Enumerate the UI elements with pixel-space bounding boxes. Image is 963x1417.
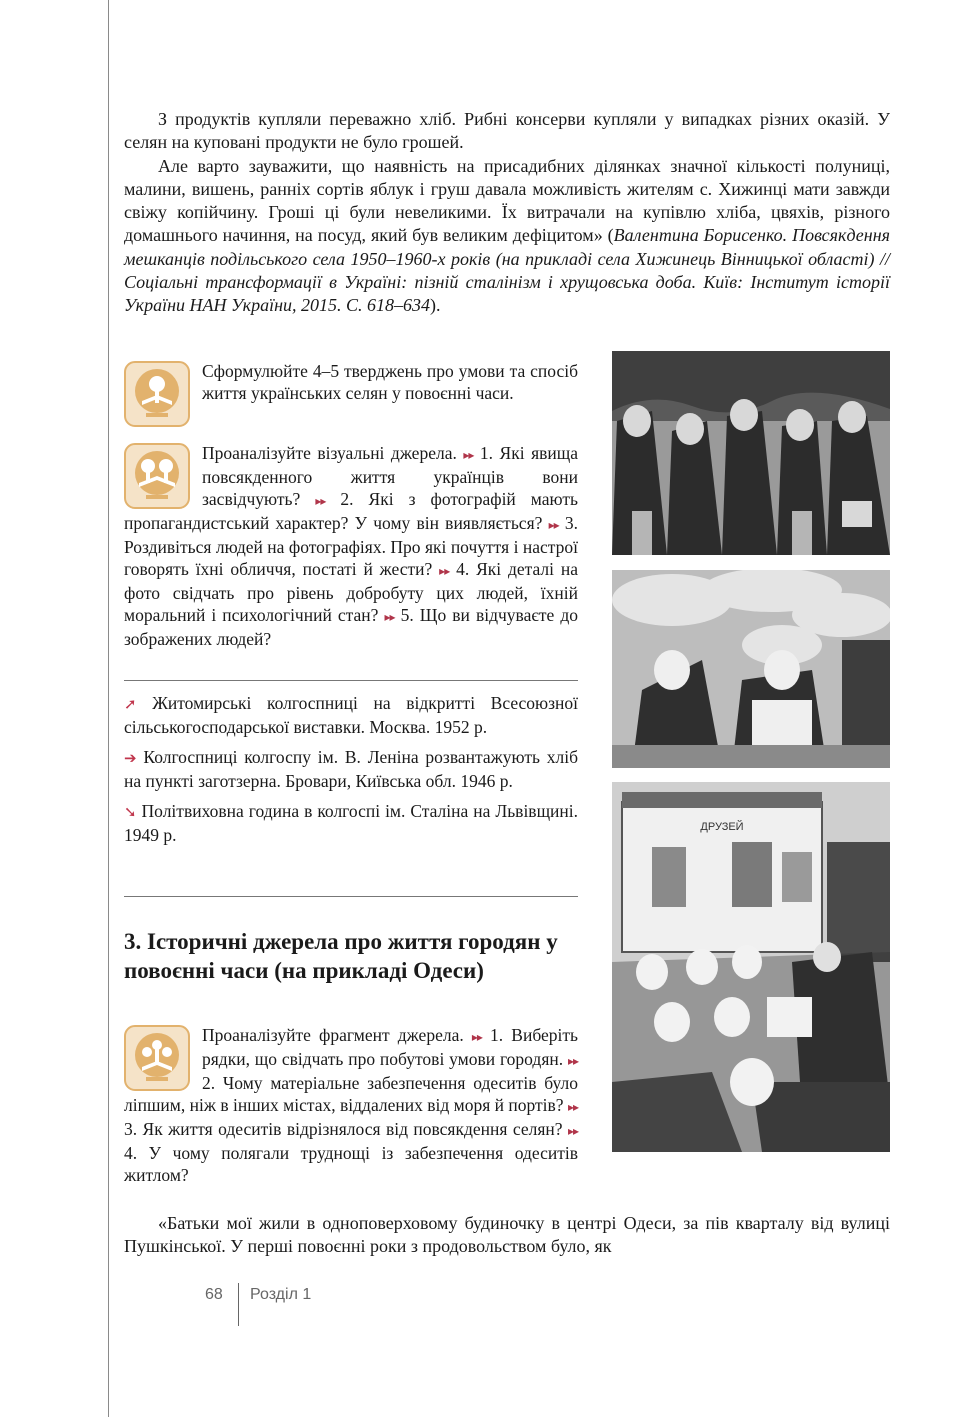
- task-formulate-text: Сформулюйте 4–5 тверджень про умови та спосіб життя українських селян у повоєнні часи.: [202, 361, 578, 403]
- caption-1: ➚ Житомирські колгоспниці на відкритті Всесоюзної сільськогосподарської виставки. Москва. 1952 р.: [124, 693, 579, 737]
- photo-kolkhoz-women-exhibition: [612, 351, 890, 555]
- question-arrow-icon: ▸▸: [567, 1124, 578, 1138]
- source-tree-icon: [124, 1025, 190, 1091]
- two-trees-icon: [124, 443, 190, 509]
- arrow-down-right-icon: ➘: [124, 803, 137, 821]
- photo-captions: [124, 692, 578, 854]
- intro-paragraph-1: З продуктів купляли переважно хліб. Рибні консерви купляли у випадках різних оказій. У селян на куповані продукти не було грошей.: [124, 109, 890, 153]
- section-title: 3. Історичні джерела про життя городян у повоєнні часи (на прикладі Одеси): [124, 929, 558, 983]
- task-visual-sources: Проаналізуйте візуальні джерела. ▸▸ 1. Які явища повсякденного життя українців вони засвідчують? ▸▸ 2. Які з фотографій мають пропагандистський характер? У чому він виявляється? ▸▸ 3. Роздивіться людей на фотографіях. Про які почуття і настрої говорять їхні обличчя, постаті й жести? ▸▸ 4. Які деталі на фото свідчать про рівень добробуту цих людей, їхній моральний і психологічний стан? ▸▸ 5. Що ви відчуваєте до зображених людей?: [124, 443, 579, 649]
- photo-signboard-text: ДРУЗЕЙ: [700, 821, 744, 833]
- footer-divider: [238, 1283, 239, 1326]
- arrow-up-right-icon: ➚: [124, 695, 137, 713]
- question-arrow-icon: ▸▸: [567, 1100, 579, 1114]
- left-margin-rule: [108, 0, 109, 1417]
- caption-top-rule: [124, 680, 578, 681]
- caption-bottom-rule: [124, 896, 578, 897]
- page-footer: [205, 1286, 312, 1304]
- task-analyze-fragment: Проаналізуйте фрагмент джерела. ▸▸ 1. Виберіть рядки, що свідчать про побутові умови городян. ▸▸ 2. Чому матеріальне забезпечення одеситів було ліпшим, ніж в інших містах, віддалених від моря й портів? ▸▸ 3. Як життя одеситів відрізнялося від повсякдення селян? ▸▸ 4. У чому полягали труднощі із забезпечення одеситів житлом?: [124, 1025, 579, 1185]
- question-arrow-icon: ▸▸: [567, 1054, 579, 1068]
- intro-text: [124, 108, 890, 318]
- photo-unloading-grain: [612, 570, 890, 768]
- question-arrow-icon: ▸▸: [471, 1030, 482, 1044]
- page-number: 68: [205, 1286, 223, 1303]
- task-formulate: [124, 360, 578, 429]
- citation: Валентина Борисенко. Повсякдення мешканців подільського села 1950–1960-х років (на прикладі села Хижинець Вінницької області) // Соціальні трансформації в Україні: пізній сталінізм і хрущовська доба. Київ: Інститут історії України НАН України, 2015. С. 618–634: [124, 225, 890, 316]
- photo-political-education-hour: [612, 782, 890, 1152]
- intro-paragraph-2: Але варто зауважити, що наявність на присадибних ділянках значної кількості полуниці, малини, вишень, ранніх сортів яблук і груш давала можливість жителям с. Хижинці мати завжди свіжу копійчину. Гроші ці були невеликими. Їх витрачали на купівлю хліба, цвяхів, різного домашнього начиння, на посуд, який був великим дефіцитом» (Валентина Борисенко. Повсякдення мешканців подільського села 1950–1960-х років (на прикладі села Хижинець Вінницької області) // Соціальні трансформації в Україні: пізній сталінізм і хрущовська доба. Київ: Інститут історії України НАН України, 2015. С. 618–634).: [124, 155, 890, 316]
- question-arrow-icon: ▸▸: [463, 448, 474, 462]
- single-tree-icon: [124, 361, 190, 427]
- question-arrow-icon: ▸▸: [439, 564, 450, 578]
- question-arrow-icon: ▸▸: [548, 518, 559, 532]
- caption-3: ➘ Політвиховна година в колгоспі ім. Сталіна на Львівщині. 1949 р.: [124, 801, 579, 845]
- question-arrow-icon: ▸▸: [315, 494, 326, 508]
- caption-2: ➔ Колгоспниці колгоспу ім. В. Леніна розвантажують хліб на пункті заготзерна. Бровари, Київська обл. 1946 р.: [124, 747, 579, 791]
- question-arrow-icon: ▸▸: [384, 610, 395, 624]
- source-quote: «Батьки мої жили в одноповерховому будиночку в центрі Одеси, за пів кварталу від вулиці Пушкінської. У перші повоєнні роки з продовольством було, як: [124, 1213, 890, 1257]
- chapter-label: Розділ 1: [250, 1286, 312, 1303]
- arrow-right-icon: ➔: [124, 749, 137, 767]
